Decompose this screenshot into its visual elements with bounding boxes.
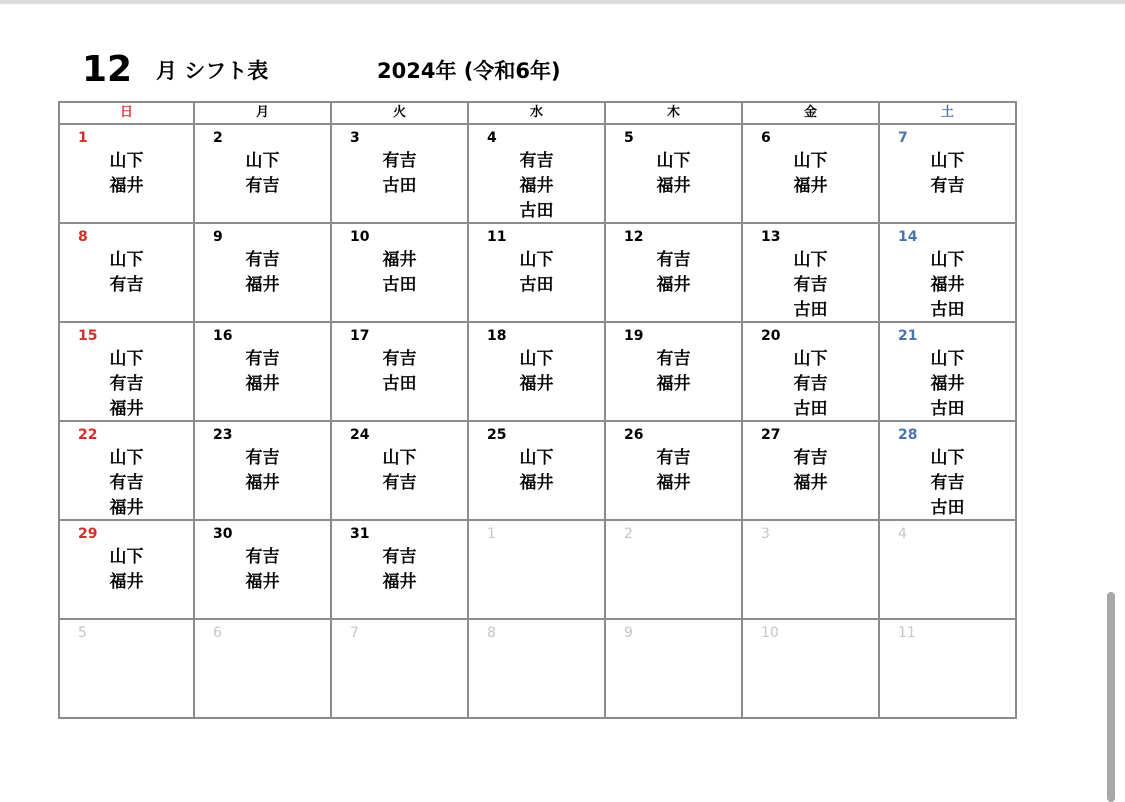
day-number: 7 — [350, 625, 359, 641]
staff-name: 福井 — [930, 374, 965, 394]
calendar-day-cell[interactable] — [468, 619, 605, 718]
day-number: 24 — [350, 427, 370, 443]
calendar-day-cell[interactable] — [59, 223, 194, 322]
calendar-day-cell[interactable] — [194, 322, 331, 421]
staff-name: 有吉 — [245, 547, 280, 567]
shift-names — [880, 446, 1015, 520]
day-number: 6 — [761, 130, 771, 146]
day-number: 5 — [624, 130, 634, 146]
calendar-day-cell[interactable] — [468, 421, 605, 520]
day-number: 4 — [898, 526, 907, 542]
calendar-day-cell[interactable] — [194, 619, 331, 718]
shift-names — [60, 545, 193, 595]
day-number: 11 — [487, 229, 507, 245]
calendar-day-cell[interactable] — [331, 619, 468, 718]
staff-name: 福井 — [382, 572, 417, 592]
shift-names — [60, 446, 193, 520]
staff-name: 福井 — [793, 473, 828, 493]
staff-name: 山下 — [656, 151, 691, 171]
day-number: 1 — [487, 526, 496, 542]
staff-name: 古田 — [382, 176, 417, 196]
scrollbar-thumb[interactable] — [1107, 592, 1115, 802]
day-number: 4 — [487, 130, 497, 146]
shift-names — [195, 347, 330, 397]
shift-names — [195, 149, 330, 199]
staff-name: 山下 — [245, 151, 280, 171]
day-number: 3 — [761, 526, 770, 542]
calendar-day-cell[interactable] — [879, 520, 1016, 619]
day-number: 25 — [487, 427, 507, 443]
staff-name: 有吉 — [519, 151, 554, 171]
shift-names — [743, 446, 878, 496]
staff-name: 福井 — [656, 275, 691, 295]
day-number: 8 — [487, 625, 496, 641]
month-label: 月 シフト表 — [156, 59, 269, 83]
staff-name: 福井 — [245, 473, 280, 493]
calendar-day-cell[interactable] — [879, 124, 1016, 223]
staff-name: 山下 — [930, 448, 965, 468]
day-number: 18 — [487, 328, 507, 344]
staff-name: 福井 — [245, 572, 280, 592]
shift-calendar — [58, 101, 1017, 719]
shift-names — [880, 248, 1015, 322]
staff-name: 福井 — [519, 176, 554, 196]
staff-name: 福井 — [245, 275, 280, 295]
weekday-sunday: 日 — [59, 102, 194, 124]
day-number: 30 — [213, 526, 233, 542]
calendar-day-cell[interactable] — [605, 223, 742, 322]
shift-names — [332, 347, 467, 397]
shift-names — [469, 248, 604, 298]
browser-top-strip — [0, 0, 1125, 4]
year-label: 2024年 (令和6年) — [377, 59, 561, 83]
week-row — [59, 619, 1016, 718]
day-number: 14 — [898, 229, 918, 245]
staff-name: 山下 — [930, 349, 965, 369]
staff-name: 福井 — [109, 399, 144, 419]
day-number: 2 — [624, 526, 633, 542]
calendar-day-cell[interactable] — [605, 619, 742, 718]
calendar-day-cell[interactable] — [605, 421, 742, 520]
staff-name: 福井 — [656, 473, 691, 493]
day-number: 31 — [350, 526, 370, 542]
staff-name: 有吉 — [245, 448, 280, 468]
staff-name: 古田 — [930, 399, 965, 419]
staff-name: 山下 — [930, 250, 965, 270]
calendar-day-cell[interactable] — [331, 520, 468, 619]
staff-name: 山下 — [519, 349, 554, 369]
shift-names — [60, 347, 193, 421]
calendar-day-cell[interactable] — [59, 322, 194, 421]
calendar-day-cell[interactable] — [605, 124, 742, 223]
title-row — [0, 40, 1125, 100]
day-number: 26 — [624, 427, 644, 443]
staff-name: 福井 — [519, 374, 554, 394]
shift-names — [469, 149, 604, 223]
weekday-tuesday: 火 — [331, 102, 468, 124]
day-number: 8 — [78, 229, 88, 245]
calendar-day-cell[interactable] — [194, 421, 331, 520]
calendar-day-cell[interactable] — [331, 421, 468, 520]
staff-name: 有吉 — [656, 349, 691, 369]
staff-name: 古田 — [793, 399, 828, 419]
staff-name: 有吉 — [109, 473, 144, 493]
calendar-day-cell[interactable] — [742, 520, 879, 619]
staff-name: 有吉 — [930, 473, 965, 493]
staff-name: 山下 — [793, 151, 828, 171]
week-row — [59, 322, 1016, 421]
shift-names — [332, 545, 467, 595]
day-number: 17 — [350, 328, 370, 344]
day-number: 1 — [78, 130, 88, 146]
calendar-day-cell[interactable] — [331, 124, 468, 223]
day-number: 7 — [898, 130, 908, 146]
shift-names — [195, 545, 330, 595]
staff-name: 福井 — [245, 374, 280, 394]
calendar-day-cell[interactable] — [194, 223, 331, 322]
weekday-header-row — [59, 102, 1016, 124]
staff-name: 福井 — [793, 176, 828, 196]
calendar-day-cell[interactable] — [605, 520, 742, 619]
day-number: 10 — [761, 625, 779, 641]
calendar-day-cell[interactable] — [605, 322, 742, 421]
shift-names — [880, 347, 1015, 421]
shift-names — [606, 248, 741, 298]
day-number: 10 — [350, 229, 370, 245]
shift-names — [332, 248, 467, 298]
day-number: 13 — [761, 229, 781, 245]
calendar-day-cell[interactable] — [742, 223, 879, 322]
staff-name: 福井 — [656, 374, 691, 394]
staff-name: 山下 — [519, 250, 554, 270]
staff-name: 古田 — [519, 201, 554, 221]
staff-name: 古田 — [382, 374, 417, 394]
day-number: 15 — [78, 328, 98, 344]
staff-name: 有吉 — [109, 275, 144, 295]
staff-name: 有吉 — [245, 176, 280, 196]
calendar-day-cell[interactable] — [59, 619, 194, 718]
calendar-day-cell[interactable] — [194, 520, 331, 619]
day-number: 23 — [213, 427, 233, 443]
calendar-day-cell[interactable] — [59, 421, 194, 520]
day-number: 11 — [898, 625, 916, 641]
weekday-friday: 金 — [742, 102, 879, 124]
staff-name: 有吉 — [656, 448, 691, 468]
staff-name: 山下 — [109, 349, 144, 369]
weekday-monday: 月 — [194, 102, 331, 124]
staff-name: 福井 — [930, 275, 965, 295]
week-row — [59, 124, 1016, 223]
month-number: 12 — [82, 49, 133, 90]
staff-name: 山下 — [109, 151, 144, 171]
day-number: 6 — [213, 625, 222, 641]
day-number: 27 — [761, 427, 781, 443]
staff-name: 山下 — [793, 349, 828, 369]
week-row — [59, 421, 1016, 520]
staff-name: 古田 — [382, 275, 417, 295]
staff-name: 古田 — [930, 300, 965, 320]
staff-name: 山下 — [109, 448, 144, 468]
staff-name: 有吉 — [793, 275, 828, 295]
staff-name: 山下 — [519, 448, 554, 468]
shift-names — [469, 446, 604, 496]
day-number: 19 — [624, 328, 644, 344]
staff-name: 有吉 — [382, 349, 417, 369]
calendar-day-cell[interactable] — [879, 421, 1016, 520]
calendar-day-cell[interactable] — [742, 619, 879, 718]
staff-name: 福井 — [519, 473, 554, 493]
calendar-day-cell[interactable] — [879, 322, 1016, 421]
calendar-day-cell[interactable] — [331, 223, 468, 322]
shift-names — [332, 446, 467, 496]
staff-name: 古田 — [793, 300, 828, 320]
shift-names — [195, 446, 330, 496]
shift-names — [469, 347, 604, 397]
day-number: 9 — [213, 229, 223, 245]
staff-name: 古田 — [930, 498, 965, 518]
weekday-wednesday: 水 — [468, 102, 605, 124]
staff-name: 山下 — [793, 250, 828, 270]
staff-name: 福井 — [382, 250, 417, 270]
staff-name: 福井 — [109, 498, 144, 518]
day-number: 9 — [624, 625, 633, 641]
day-number: 29 — [78, 526, 98, 542]
weekday-saturday: 土 — [879, 102, 1016, 124]
day-number: 12 — [624, 229, 644, 245]
shift-names — [332, 149, 467, 199]
staff-name: 有吉 — [793, 374, 828, 394]
staff-name: 古田 — [519, 275, 554, 295]
shift-names — [743, 149, 878, 199]
calendar-day-cell[interactable] — [331, 322, 468, 421]
week-row — [59, 223, 1016, 322]
shift-names — [743, 248, 878, 322]
shift-names — [60, 149, 193, 199]
calendar-day-cell[interactable] — [879, 223, 1016, 322]
calendar-day-cell[interactable] — [742, 124, 879, 223]
week-row — [59, 520, 1016, 619]
calendar-day-cell[interactable] — [59, 124, 194, 223]
shift-names — [606, 446, 741, 496]
staff-name: 有吉 — [382, 473, 417, 493]
staff-name: 福井 — [656, 176, 691, 196]
staff-name: 有吉 — [245, 349, 280, 369]
calendar-day-cell[interactable] — [468, 223, 605, 322]
day-number: 5 — [78, 625, 87, 641]
staff-name: 有吉 — [930, 176, 965, 196]
staff-name: 有吉 — [656, 250, 691, 270]
staff-name: 福井 — [109, 572, 144, 592]
day-number: 28 — [898, 427, 918, 443]
staff-name: 福井 — [109, 176, 144, 196]
calendar-day-cell[interactable] — [194, 124, 331, 223]
calendar-day-cell[interactable] — [879, 619, 1016, 718]
day-number: 16 — [213, 328, 233, 344]
staff-name: 有吉 — [109, 374, 144, 394]
shift-names — [195, 248, 330, 298]
weekday-thursday: 木 — [605, 102, 742, 124]
day-number: 21 — [898, 328, 918, 344]
calendar-day-cell[interactable] — [742, 322, 879, 421]
day-number: 22 — [78, 427, 98, 443]
shift-names — [880, 149, 1015, 199]
calendar-day-cell[interactable] — [742, 421, 879, 520]
staff-name: 山下 — [382, 448, 417, 468]
staff-name: 有吉 — [382, 547, 417, 567]
staff-name: 山下 — [109, 547, 144, 567]
calendar-day-cell[interactable] — [468, 124, 605, 223]
calendar-day-cell[interactable] — [468, 520, 605, 619]
staff-name: 山下 — [109, 250, 144, 270]
staff-name: 有吉 — [793, 448, 828, 468]
staff-name: 山下 — [930, 151, 965, 171]
shift-names — [743, 347, 878, 421]
staff-name: 有吉 — [245, 250, 280, 270]
staff-name: 有吉 — [382, 151, 417, 171]
shift-names — [60, 248, 193, 298]
calendar-day-cell[interactable] — [59, 520, 194, 619]
calendar-day-cell[interactable] — [468, 322, 605, 421]
day-number: 2 — [213, 130, 223, 146]
shift-names — [606, 149, 741, 199]
shift-names — [606, 347, 741, 397]
day-number: 20 — [761, 328, 781, 344]
day-number: 3 — [350, 130, 360, 146]
